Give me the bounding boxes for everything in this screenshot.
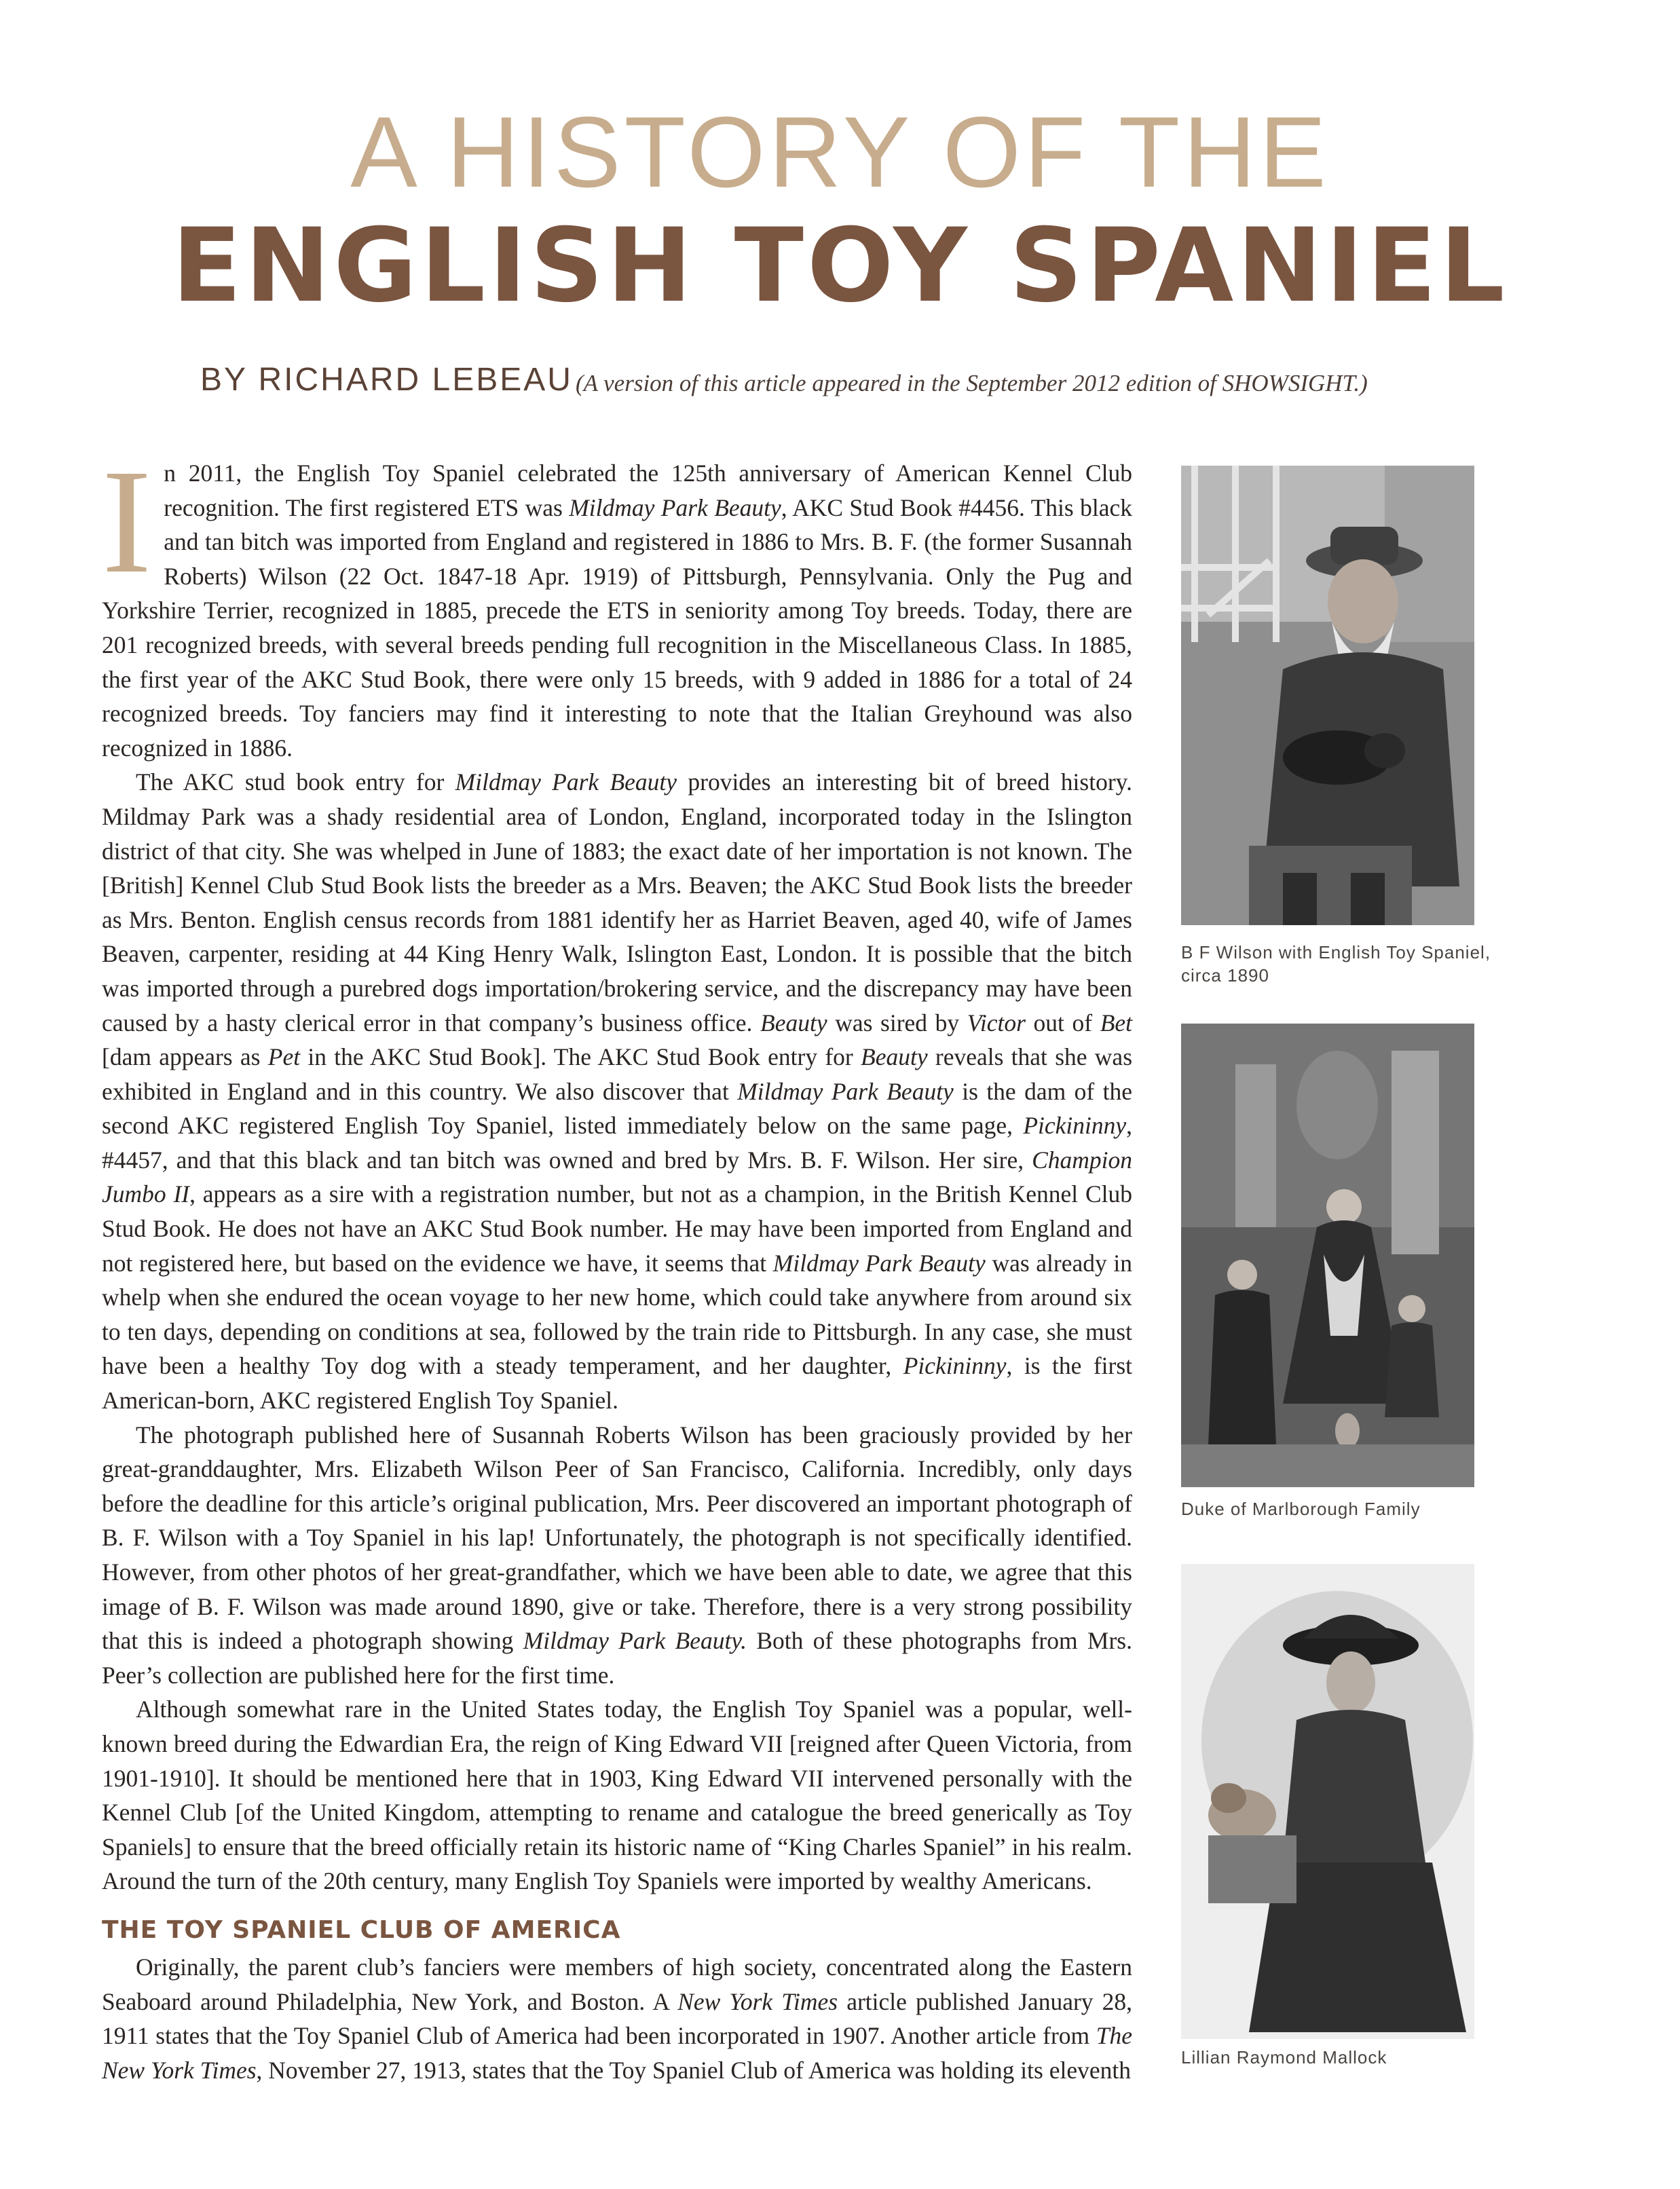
title-line-1: A HISTORY OF THE [350, 96, 1330, 208]
paragraph-5: Originally, the parent club’s fanciers were members of high society, concentrated along the Eastern Seaboard around Philadelphia, New York, and Boston. A New York Times article published January 28, 1911 states that the Toy Spaniel Club of America had been incorporated in 1907. Another article from The New York Times, November 27, 1913, states that the Toy Spaniel Club of America was holding its eleventh [102, 1953, 1132, 2084]
photo-mallock [1181, 1564, 1474, 2039]
publication-note: (A version of this article appeared in the September 2012 edition of SHOWSIGHT.) [576, 370, 1368, 396]
paragraph-4: Although somewhat rare in the United States today, the English Toy Spaniel was a popular, well-known breed during the Edwardian Era, the reign of King Edward VII [reigned after Queen Victoria, from 1901-1910]. It should be mentioned here that in 1903, King Edward VII intervened personally with the Kennel Club [of the United Kingdom, attempting to rename and catalogue the breed generically as Toy Spaniels] to ensure that the breed officially retain its historic name of “King Charles Spaniel” in his realm. Around the turn of the 20th century, many English Toy Spaniels were imported by wealthy Americans. [102, 1696, 1132, 1895]
article-body [102, 438, 1133, 2087]
paragraph-2: The AKC stud book entry for Mildmay Park Beauty provides an interesting bit of breed history. Mildmay Park was a shady residential area of London, England, incorporated today in the Islington district of that city. She was whelped in June of 1883; the exact date of her importation is not known. The [British] Kennel Club Stud Book lists the breeder as a Mrs. Beaven; the AKC Stud Book lists the breeder as Mrs. Benton. English census records from 1881 identify her as Harriet Beaven, aged 40, wife of James Beaven, carpenter, residing at 44 King Henry Walk, Islington East, London. It is possible that the bitch was imported through a purebred dogs importation/brokering service, and the discrepancy may have been caused by a hasty clerical error in that company’s business office. Beauty was sired by Victor out of Bet [dam appears as Pet in the AKC Stud Book]. The AKC Stud Book entry for Beauty reveals that she was exhibited in England and in this country. We also discover that Mildmay Park Beauty is the dam of the second AKC registered English Toy Spaniel, listed immediately below on the same page, Pickininny, #4457, and that this black and tan bitch was owned and bred by Mrs. B. F. Wilson. Her sire, Champion Jumbo II, appears as a sire with a registration number, but not as a champion, in the British Kennel Club Stud Book. He does not have an AKC Stud Book number. He may have been imported from England and not registered here, but based on the evidence we have, it seems that Mildmay Park Beauty was already in whelp when she endured the ocean voyage to her new home, which could take anywhere from around six to ten days, depending on conditions at sea, followed by the train ride to Pittsburgh. In any case, she must have been a healthy Toy dog with a steady temperament, and her daughter, Pickininny, is the first American-born, AKC registered English Toy Spaniel. [102, 768, 1133, 1415]
caption-wilson: B F Wilson with English Toy Spaniel, circa 1890 [1181, 942, 1491, 986]
photo-marlborough-image [1181, 1024, 1474, 1487]
title-line-2: ENGLISH TOY SPANIEL [172, 207, 1508, 325]
photo-mallock-image [1181, 1564, 1474, 2039]
caption-mallock: Lillian Raymond Mallock [1181, 2047, 1387, 2068]
byline: BY RICHARD LEBEAU [200, 362, 573, 398]
photo-wilson [1181, 466, 1474, 925]
paragraph-1: In 2011, the English Toy Spaniel celebrated the 125th anniversary of American Kennel Club recognition. The first registered ETS was Mildmay Park Beauty, AKC Stud Book #4456. This black and tan bitch was imported from England and registered in 1886 to Mrs. B. F. (the former Susannah Roberts) Wilson (22 Oct. 1847-18 Apr. 1919) of Pittsburgh, Pennsylvania. Only the Pug and Yorkshire Terrier, recognized in 1885, precede the ETS in seniority among Toy breeds. Today, there are 201 recognized breeds, with several breeds pending full recognition in the Miscellaneous Class. In 1885, the first year of the AKC Stud Book, there were only 15 breeds, with 9 added in 1886 for a total of 24 recognized breeds. Toy fanciers may find it interesting to note that the Italian Greyhound was also recognized in 1886. [102, 438, 1133, 762]
photo-wilson-image [1181, 466, 1474, 925]
section-heading: THE TOY SPANIEL CLUB OF AMERICA [102, 1915, 621, 1944]
photo-marlborough [1181, 1024, 1474, 1487]
drop-cap: I [102, 438, 152, 604]
paragraph-3: The photograph published here of Susannah Roberts Wilson has been graciously provided by her great-granddaughter, Mrs. Elizabeth Wilson Peer of San Francisco, California. Incredibly, only days before the deadline for this article’s original publication, Mrs. Peer discovered an important photograph of B. F. Wilson with a Toy Spaniel in his lap! Unfortunately, the photograph is not specifically identified. However, from other photos of her great-grandfather, which we have been able to date, we agree that this image of B. F. Wilson was made around 1890, give or take. Therefore, there is a very strong possibility that this is indeed a photograph showing Mildmay Park Beauty. Both of these photographs from Mrs. Peer’s collection are published here for the first time. [102, 1421, 1133, 1689]
caption-marlborough: Duke of Marlborough Family [1181, 1499, 1421, 1519]
